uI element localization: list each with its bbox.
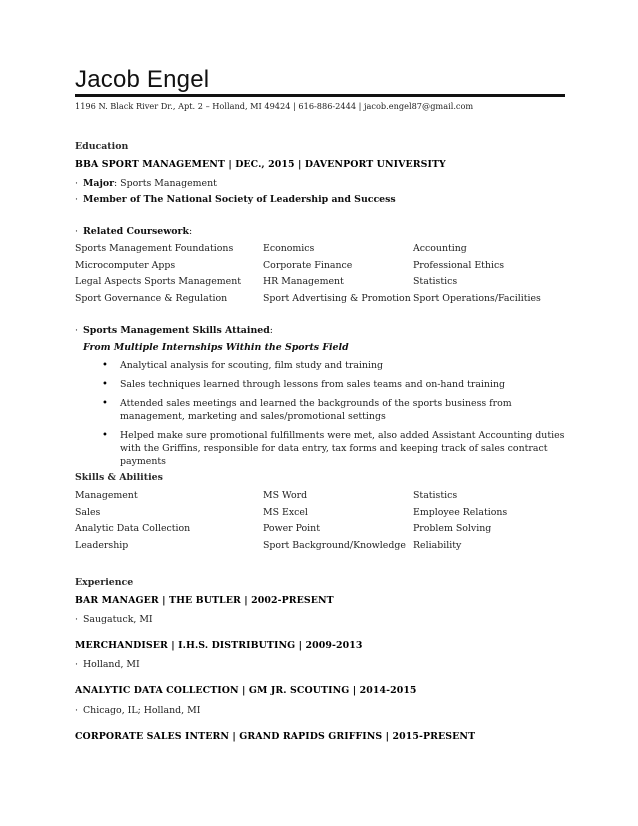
course-cell: Sport Advertising & Promotion: [263, 292, 411, 304]
education-heading: Education: [75, 141, 129, 152]
location-text: Chicago, IL; Holland, MI: [83, 705, 201, 716]
colon: :: [269, 325, 273, 336]
list-item: • Attended sales meetings and learned the backgrounds of the sports business from management, marketing and sales/promotional settings: [75, 397, 565, 423]
course-cell: Statistics: [413, 276, 458, 287]
skill-cell: MS Word: [263, 490, 308, 501]
course-cell: Sport Governance & Regulation: [75, 292, 228, 304]
small-bullet: ·: [75, 659, 78, 670]
member-line: [75, 194, 396, 205]
job-heading: BAR MANAGER | THE BUTLER | 2002-PRESENT: [75, 595, 334, 606]
skill-cell: Statistics: [413, 490, 458, 501]
skill-cell: Employee Relations: [413, 506, 508, 518]
skill-cell: MS Excel: [263, 506, 308, 518]
skills-heading: Skills & Abilities: [75, 472, 163, 483]
small-bullet: ·: [75, 325, 78, 336]
coursework-label-line: [75, 226, 192, 237]
coursework-row: [75, 276, 565, 293]
job-heading: CORPORATE SALES INTERN | GRAND RAPIDS GRIFFINS | 2015-PRESENT: [75, 731, 476, 742]
small-bullet: ·: [75, 705, 78, 716]
location-text: Holland, MI: [83, 659, 140, 670]
coursework-grid: [75, 243, 565, 309]
small-bullet: ·: [75, 178, 78, 189]
skill-cell: Reliability: [413, 539, 462, 551]
skill-cell: Power Point: [263, 523, 320, 534]
skills-attained-subheading: From Multiple Internships Within the Sports Field: [83, 342, 349, 353]
skills-grid: [75, 490, 565, 556]
course-cell: Accounting: [413, 243, 467, 254]
skills-attained-label: Sports Management Skills Attained: [83, 325, 270, 336]
major-value: : Sports Management: [114, 178, 217, 189]
major-label: Major: [83, 178, 115, 189]
skills-row: [75, 523, 565, 540]
coursework-row: [75, 260, 565, 277]
degree-heading: BBA SPORT MANAGEMENT | DEC., 2015 | DAVENPORT UNIVERSITY: [75, 159, 446, 170]
list-item: • Analytical analysis for scouting, film study and training: [75, 359, 565, 372]
small-bullet: ·: [75, 614, 78, 625]
list-item: • Helped make sure promotional fulfillments were met, also added Assistant Accounting duties with the Griffins, responsible for data entry, tax forms and keeping track of sales contract payments: [75, 429, 565, 468]
course-cell: Sport Operations/Facilities: [413, 292, 541, 304]
location-text: Saugatuck, MI: [83, 614, 153, 625]
coursework-row: [75, 243, 565, 260]
skill-cell: Problem Solving: [413, 523, 492, 534]
skill-cell: Analytic Data Collection: [75, 523, 191, 534]
skills-attained-label-line: [75, 325, 273, 336]
skills-row: [75, 540, 565, 557]
skill-cell: Sport Background/Knowledge: [263, 539, 406, 551]
course-cell: HR Management: [263, 276, 344, 287]
contact-line: 1196 N. Black River Dr., Apt. 2 – Holland, MI 49424 | 616-886-2444 | jacob.engel87@gmail.com: [75, 101, 474, 111]
experience-heading: Experience: [75, 577, 134, 588]
skill-cell: Management: [75, 490, 138, 501]
course-cell: Economics: [263, 243, 315, 254]
header-divider: [75, 94, 565, 97]
colon: :: [188, 226, 193, 237]
course-cell: Professional Ethics: [413, 259, 505, 271]
coursework-label: Related Coursework: [83, 226, 189, 237]
job-location: [75, 614, 153, 625]
member-text: Member of The National Society of Leadership and Success: [83, 194, 396, 205]
skills-row: [75, 507, 565, 524]
job-location: [75, 659, 140, 670]
small-bullet: ·: [75, 194, 78, 205]
job-heading: MERCHANDISER | I.H.S. DISTRIBUTING | 2009-2013: [75, 640, 363, 651]
course-cell: Sports Management Foundations: [75, 243, 234, 254]
course-cell: Corporate Finance: [263, 259, 353, 271]
resume-name: Jacob Engel: [75, 66, 210, 93]
skills-attained-list: [75, 359, 565, 474]
major-line: [75, 178, 217, 189]
skills-row: [75, 490, 565, 507]
skill-cell: Sales: [75, 506, 101, 518]
coursework-row: [75, 293, 565, 310]
job-location: [75, 705, 200, 716]
course-cell: Legal Aspects Sports Management: [75, 276, 241, 287]
list-item: • Sales techniques learned through lessons from sales teams and on-hand training: [75, 378, 565, 391]
job-heading: ANALYTIC DATA COLLECTION | GM JR. SCOUTING | 2014-2015: [75, 685, 417, 696]
small-bullet: ·: [75, 226, 78, 237]
skill-cell: Leadership: [75, 539, 129, 551]
course-cell: Microcomputer Apps: [75, 259, 176, 271]
